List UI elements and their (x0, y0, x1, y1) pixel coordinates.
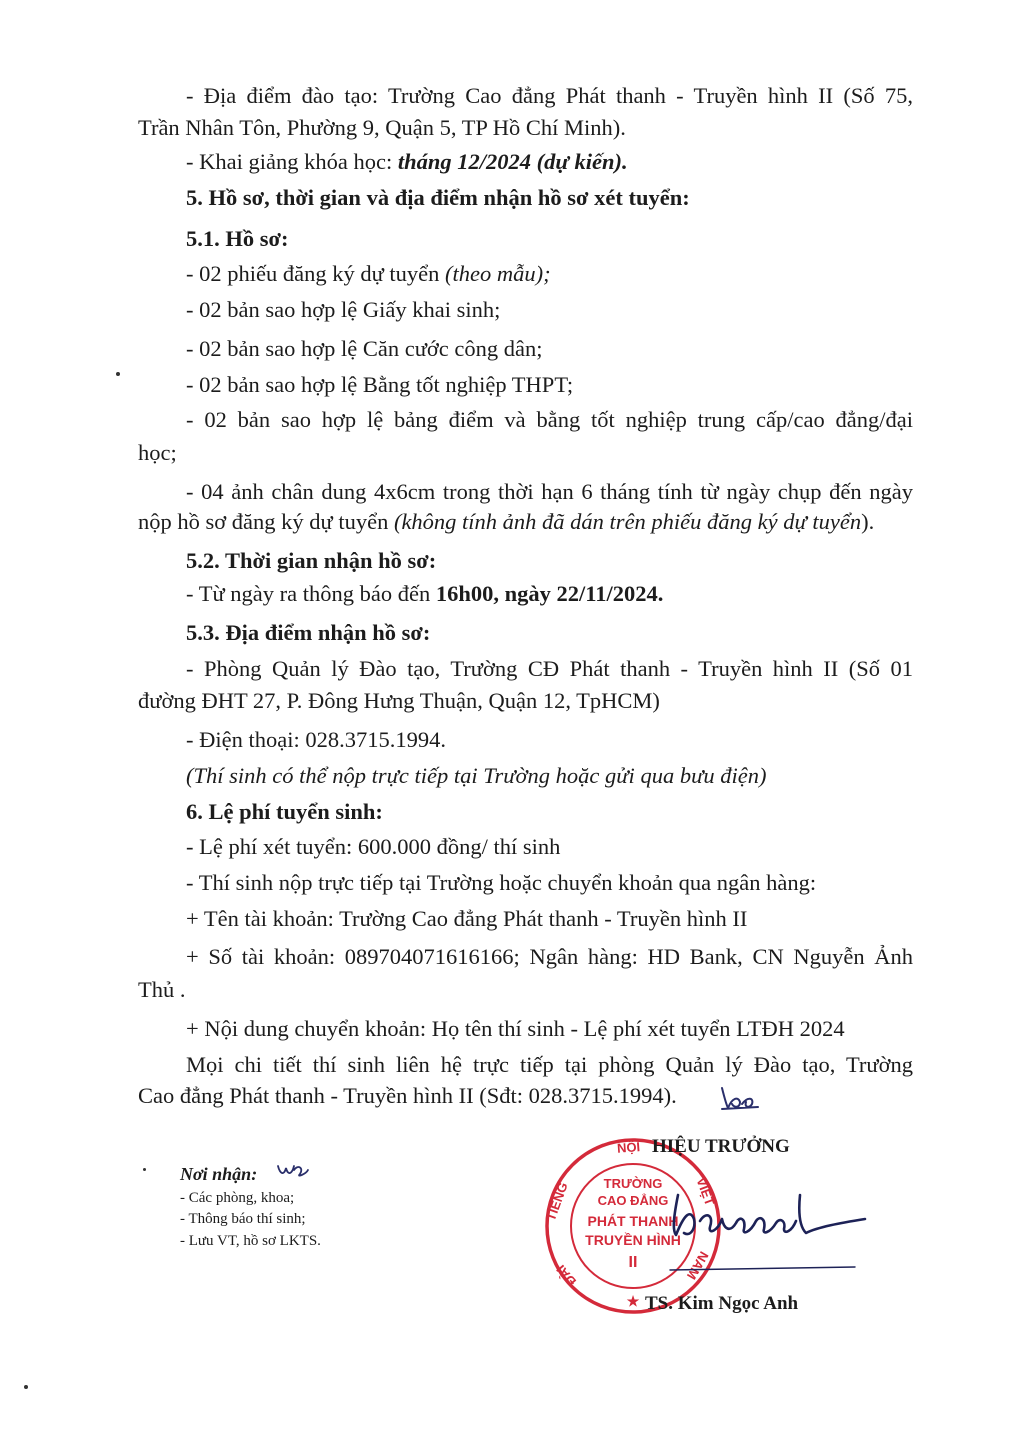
dossier-item-3: - 02 bản sao hợp lệ Căn cước công dân; (186, 336, 543, 361)
dossier-item-5-cont: học; (138, 440, 177, 465)
account-number-line: + Số tài khoản: 089704071616166; Ngân hàng: HD Bank, CN Nguyễn Ảnh (186, 944, 913, 969)
scan-speck (143, 1168, 146, 1171)
course-opening-line: - Khai giảng khóa học: tháng 12/2024 (dự kiến). (186, 149, 628, 174)
seal-line: TRƯỜNG (603, 1176, 663, 1191)
signer-name: TS. Kim Ngọc Anh (645, 1293, 799, 1314)
seal-line: CAO ĐẲNG (597, 1193, 669, 1208)
section-5-heading: 5. Hồ sơ, thời gian và địa điểm nhận hồ sơ xét tuyển: (186, 185, 690, 210)
seal-line: TRUYỀN HÌNH (585, 1232, 681, 1248)
dossier-item-6: - 04 ảnh chân dung 4x6cm trong thời hạn 6 tháng tính từ ngày chụp đến ngày (186, 479, 913, 504)
section-6-heading: 6. Lệ phí tuyển sinh: (186, 799, 383, 824)
contact-line-cont: Cao đẳng Phát thanh - Truyền hình II (Sđt: 028.3715.1994). (138, 1083, 677, 1108)
receiving-time-line: - Từ ngày ra thông báo đến 16h00, ngày 22/11/2024. (186, 581, 664, 606)
phone-line: - Điện thoại: 028.3715.1994. (186, 727, 446, 752)
seal-ring-right: VIỆT (693, 1175, 718, 1208)
account-number-cont: Thủ . (138, 977, 186, 1002)
recipients-initial (276, 1160, 310, 1180)
section-5-3-heading: 5.3. Địa điểm nhận hồ sơ: (186, 620, 431, 645)
handwritten-signature (650, 1175, 880, 1285)
signer-title: HIỆU TRƯỞNG (652, 1136, 790, 1157)
dossier-item-4: - 02 bản sao hợp lệ Bằng tốt nghiệp THPT; (186, 372, 574, 397)
dossier-item-6-cont: nộp hồ sơ đăng ký dự tuyển (không tính ảnh đã dán trên phiếu đăng ký dự tuyển). (138, 509, 875, 534)
seal-ring-bottom-right: NAM (683, 1248, 712, 1283)
contact-line: Mọi chi tiết thí sinh liên hệ trực tiếp tại phòng Quản lý Đào tạo, Trường (186, 1052, 913, 1077)
recipient-item: - Các phòng, khoa; (180, 1190, 295, 1206)
receiving-place-address: đường ĐHT 27, P. Đông Hưng Thuận, Quận 12, TpHCM) (138, 688, 660, 713)
seal-line: PHÁT THANH (587, 1213, 679, 1229)
recipient-item: - Lưu VT, hồ sơ LKTS. (180, 1233, 321, 1249)
seal-ring-top: NỘI (616, 1139, 641, 1156)
recipients-title: Nơi nhận: (180, 1164, 258, 1184)
seal-ring-bottom-left: ĐÀI (553, 1262, 580, 1289)
dossier-item-1: - 02 phiếu đăng ký dự tuyển (theo mẫu); (186, 261, 551, 286)
scan-speck (116, 372, 120, 376)
training-location-address: Trần Nhân Tôn, Phường 9, Quận 5, TP Hồ Chí Minh). (138, 115, 626, 140)
svg-text:★: ★ (626, 1293, 640, 1309)
fee-line: - Lệ phí xét tuyển: 600.000 đồng/ thí sinh (186, 834, 561, 859)
training-location-line: - Địa điểm đào tạo: Trường Cao đẳng Phát thanh - Truyền hình II (Số 75, (186, 83, 913, 108)
recipient-item: - Thông báo thí sinh; (180, 1211, 306, 1227)
account-name-line: + Tên tài khoản: Trường Cao đẳng Phát thanh - Truyền hình II (186, 906, 748, 931)
dossier-item-2: - 02 bản sao hợp lệ Giấy khai sinh; (186, 297, 501, 322)
dossier-item-5: - 02 bản sao hợp lệ bảng điểm và bằng tốt nghiệp trung cấp/cao đẳng/đại (186, 407, 913, 432)
handwritten-initial (718, 1084, 760, 1112)
seal-line: II (628, 1254, 638, 1271)
seal-ring-left: TIẾNG (543, 1180, 571, 1223)
transfer-content-line: + Nội dung chuyển khoản: Họ tên thí sinh - Lệ phí xét tuyển LTĐH 2024 (186, 1016, 845, 1041)
scan-speck (24, 1385, 28, 1389)
submission-note: (Thí sinh có thể nộp trực tiếp tại Trường hoặc gửi qua bưu điện) (186, 763, 767, 788)
section-5-1-heading: 5.1. Hồ sơ: (186, 226, 289, 251)
section-5-2-heading: 5.2. Thời gian nhận hồ sơ: (186, 548, 437, 573)
payment-method-line: - Thí sinh nộp trực tiếp tại Trường hoặc chuyển khoản qua ngân hàng: (186, 870, 817, 895)
receiving-place-line: - Phòng Quản lý Đào tạo, Trường CĐ Phát thanh - Truyền hình II (Số 01 (186, 656, 913, 681)
